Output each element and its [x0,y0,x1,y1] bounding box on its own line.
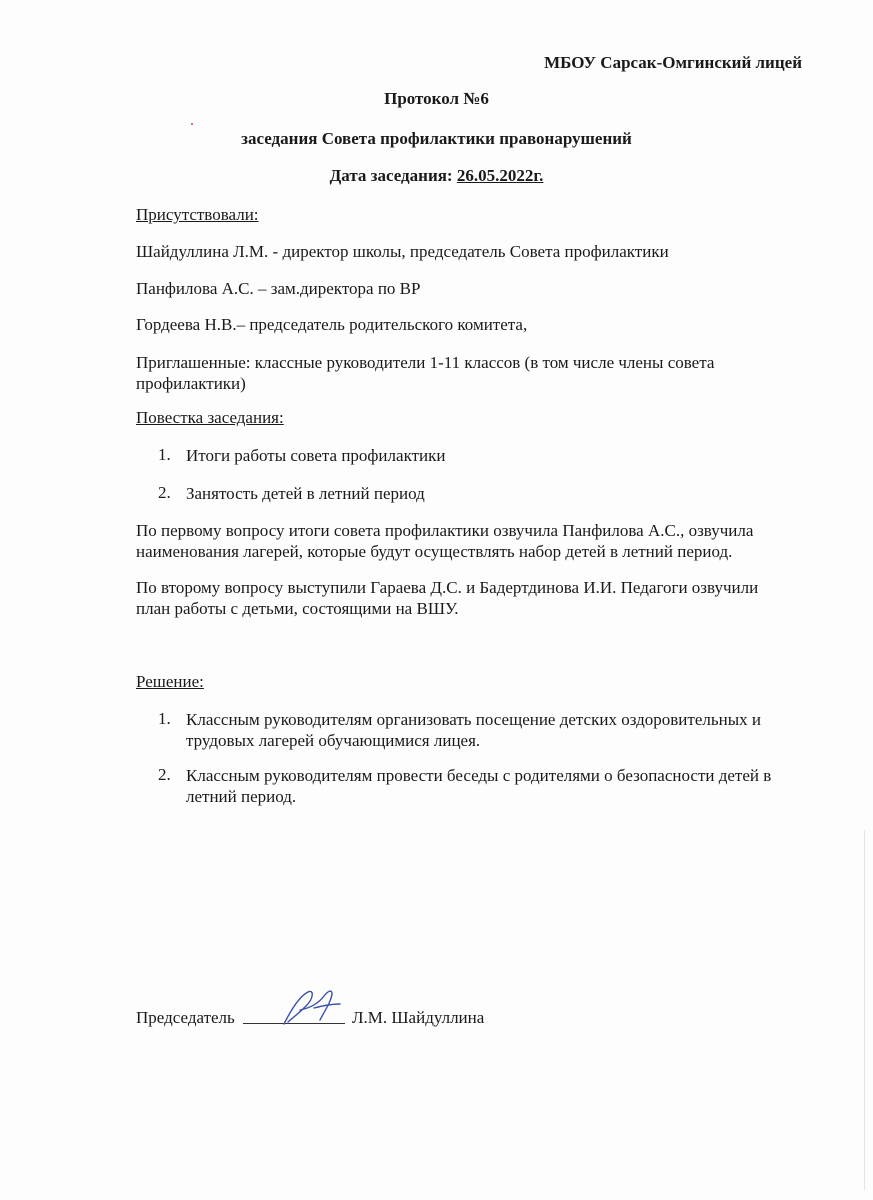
chairman-role: Председатель [136,1008,235,1027]
scan-speck [191,123,193,125]
agenda-item-text: Итоги работы совета профилактики [186,446,446,465]
agenda-item-number: 1. [158,445,171,464]
meeting-date [0,166,873,186]
scan-edge-artifact [864,830,865,1190]
agenda-heading: Повестка заседания: [136,408,284,427]
invited-members: Приглашенные: классные руководители 1-11 классов (в том числе члены совета профилактики) [136,353,715,393]
decision-item-text: Классным руководителям провести беседы с родителями о безопасности детей в летний период. [186,766,772,806]
agenda-item-text: Занятость детей в летний период [186,484,425,503]
protocol-title: Протокол №6 [384,89,489,108]
decision-heading: Решение: [136,672,204,691]
member-parent-committee: Гордеева Н.В.– председатель родительского комитета, [136,315,528,334]
discussion-first-question: По первому вопросу итоги совета профилактики озвучила Панфилова А.С., озвучила наименования лагерей, которые будут осуществлять набор детей в летний период. [136,521,754,561]
date-value: 26.05.2022г. [456,166,544,185]
member-director: Шайдуллина Л.М. - директор школы, председатель Совета профилактики [136,242,669,261]
decision-item-number: 1. [158,709,171,728]
member-deputy: Панфилова А.С. – зам.директора по ВР [136,279,421,298]
handwritten-signature [270,984,360,1030]
organization-name: МБОУ Сарсак-Омгинский лицей [544,53,802,72]
decision-item-text: Классным руководителям организовать посещение детских оздоровительных и трудовых лагерей обучающимися лицея. [186,710,761,750]
protocol-subtitle: заседания Совета профилактики правонарушений [241,129,632,148]
discussion-second-question: По второму вопросу выступили Гараева Д.С. и Бадертдинова И.И. Педагоги озвучили план работы с детьми, состоящими на ВШУ. [136,578,759,618]
decision-item-number: 2. [158,765,171,784]
date-label: Дата заседания: [329,166,457,185]
chairman-name: Л.М. Шайдуллина [352,1008,485,1027]
agenda-item-number: 2. [158,483,171,502]
attendance-heading: Присутствовали: [136,205,259,224]
